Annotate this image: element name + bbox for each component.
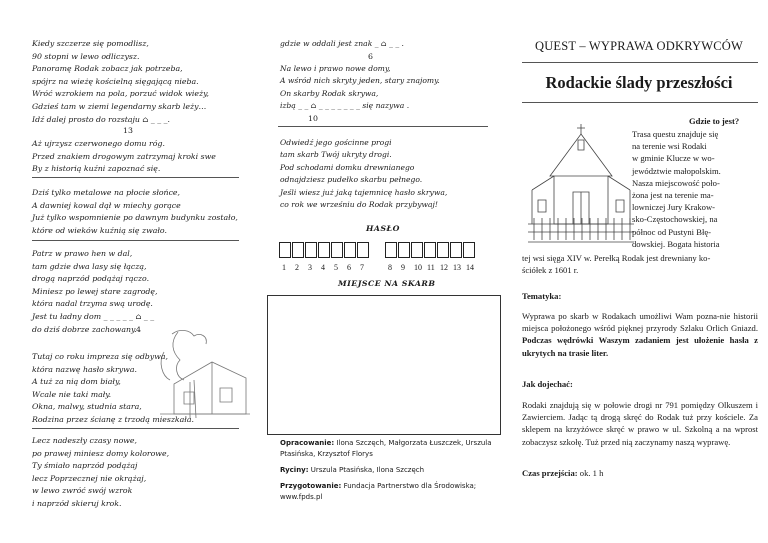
letter-number-13: 13 [123, 126, 133, 135]
riddle-line: tam skarb Twój ukryty drogi. [280, 150, 392, 160]
credits-authors-text: Ilona Szczęch, Małgorzata Łuszczek, Urszula Ptasińska, Krzysztof Florys [280, 439, 492, 458]
credits-illustrations [280, 465, 505, 476]
riddle-line: By z historią kuźni zapoznać się. [32, 164, 161, 174]
credits-preparation-text: Fundacja Partnerstwo dla Środowiska; www.fpds.pl [280, 482, 477, 501]
credits-authors-label: Opracowanie: [280, 439, 335, 447]
password-letter-box[interactable] [292, 242, 304, 258]
riddle-line: Wcale nie taki mały. [32, 389, 112, 399]
riddle-line: Lecz nadeszły czasy nowe, [32, 436, 138, 445]
password-letter-box[interactable] [437, 242, 449, 258]
divider [522, 102, 758, 103]
riddle-stanza-5 [32, 351, 194, 427]
riddle-stanza-8 [280, 137, 447, 211]
password-letter-number: 10 [414, 263, 422, 272]
riddle-line: Przed znakiem drogowym zatrzymaj kroki swe [32, 151, 216, 161]
riddle-line: do dziś dobrze zachowany. [32, 324, 137, 334]
where-line: Nasza miejscowość poło- [632, 177, 720, 188]
riddle-stanza-2 [32, 138, 216, 176]
where-paragraph-narrow [632, 128, 758, 250]
riddle-stanza-1 [32, 38, 209, 126]
riddle-line: Jest tu ładny dom _ _ _ _ _ ⌂ _ _ [32, 311, 155, 321]
where-line: północ od Pustyni Błę- [632, 226, 712, 237]
riddle-line: Patrz w prawo hen w dal, [32, 249, 133, 258]
where-line: Trasa questu znajduje się [632, 129, 719, 139]
riddle-line: i naprzód skieruj krok. [32, 498, 122, 508]
riddle-line: co rok we wrześniu do Rodak przybywaj! [280, 200, 438, 210]
credits-preparation [280, 481, 510, 502]
topic-task-text: Podczas wędrówki Waszym zadaniem jest ułożenie hasła z ukrytych na trasie liter. [522, 335, 758, 358]
credits-authors [280, 438, 500, 459]
password-letter-number: 14 [466, 263, 474, 272]
riddle-line: Idź dalej prosto do rozstaju ⌂ _ _ _. [32, 114, 170, 124]
letter-number-10: 10 [308, 114, 318, 123]
password-letter-number: 2 [295, 263, 299, 272]
password-letter-number: 8 [388, 263, 392, 272]
where-line: w gminie Klucze w wo- [632, 153, 715, 164]
duration [522, 467, 758, 479]
divider [32, 177, 239, 178]
password-letter-box[interactable] [305, 242, 317, 258]
riddle-line: Dziś tylko metalowe na płocie słońce, [32, 188, 181, 197]
duration-label: Czas przejścia: [522, 468, 578, 478]
riddle-line: które od wieków kuźnią się zwało. [32, 225, 167, 235]
riddle-line: 90 stopni w lewo odliczysz. [32, 51, 140, 61]
password-letter-box[interactable] [463, 242, 475, 258]
topic-paragraph [522, 310, 758, 359]
riddle-line: drogą naprzód podążaj rączo. [32, 274, 150, 284]
riddle-line: Jeśli wiesz już jaką tajemnicę hasło skrywa, [280, 187, 448, 197]
where-line: dowskiej. Bogata historia [632, 238, 720, 249]
password-letter-box[interactable] [357, 242, 369, 258]
treasure-map-box[interactable] [267, 295, 501, 435]
credits-illustrations-text: Urszula Ptasińska, Ilona Szczęch [310, 466, 425, 474]
password-letter-number: 12 [440, 263, 448, 272]
password-letter-number: 6 [347, 263, 351, 272]
password-letter-number: 3 [308, 263, 312, 272]
duration-value: ok. 1 h [579, 468, 604, 478]
password-letter-box[interactable] [344, 242, 356, 258]
riddle-line: tam gdzie dwa lasy się łączą, [32, 261, 147, 271]
directions-heading: Jak dojechać: [522, 379, 573, 389]
topic-text: Wyprawa po skarb w Rodakach umożliwi Wam pozna-nie historii miejsca położonego wśród pięknej przyrody Szlaku Orlich Gniazd. [522, 311, 758, 334]
password-letter-number: 11 [427, 263, 435, 272]
where-line: żona jest na terenie ma- [632, 190, 714, 201]
riddle-line: Już tylko wspomnienie po dawnym budynku zostało, [32, 213, 238, 223]
riddle-line: izbą _ _ ⌂ _ _ _ _ _ _ _ się nazywa . [280, 101, 410, 111]
password-letter-number: 7 [360, 263, 364, 272]
riddle-line: On skarby Rodak skrywa, [280, 88, 379, 98]
password-letter-box[interactable] [424, 242, 436, 258]
riddle-line: w lewo zwróć swój wzrok [32, 486, 133, 496]
password-letter-number: 1 [282, 263, 286, 272]
where-line: ściółek z 1601 r. [522, 265, 579, 276]
riddle-line: Tutaj co roku impreza się odbywa, [32, 352, 169, 361]
topic-heading: Tematyka: [522, 291, 562, 301]
riddle-line: Miniesz po lewej stare zagrodę, [32, 286, 158, 296]
directions-paragraph: Rodaki znajdują się w połowie drogi nr 791 pomiędzy Olkuszem i Zawierciem. Jadąc tą drogą skręć do Rodak tuż przy kościele. Za sklepem na krzyżówce skręć w prawo w ul. Szkolną a na wprost zobaczysz szkołę. Tuż przed nią zaczynamy naszą wyprawę. [522, 400, 758, 447]
credits-preparation-label: Przygotowanie: [280, 482, 342, 490]
password-letter-number: 4 [321, 263, 325, 272]
riddle-line: Na lewo i prawo nowe domy, [280, 64, 391, 73]
password-letter-number: 9 [401, 263, 405, 272]
password-letter-box[interactable] [331, 242, 343, 258]
where-line: na terenie wsi Rodaki [632, 141, 707, 152]
password-letter-box[interactable] [385, 242, 397, 258]
where-line: sko-Częstochowskiej, na [632, 214, 718, 225]
riddle-stanza-6-cont-line [280, 38, 404, 50]
where-paragraph-wide [522, 252, 758, 276]
riddle-line: Kiedy szczerze się pomodlisz, [32, 39, 149, 48]
letter-number-4: 4 [136, 325, 141, 334]
riddle-line: Okna, malwy, studnia stara, [32, 402, 142, 412]
password-heading: HASŁO [366, 224, 400, 233]
password-letter-number: 13 [453, 263, 461, 272]
riddle-line: po prawej miniesz domy kolorowe, [32, 448, 170, 458]
letter-number-6: 6 [368, 52, 373, 61]
riddle-stanza-6 [32, 435, 169, 511]
riddle-line: A wśród nich skryty jeden, stary znajomy. [280, 76, 440, 86]
divider [32, 428, 239, 429]
password-letter-numbers [279, 263, 509, 273]
divider [278, 126, 488, 127]
riddle-line: A tuż za nią dom biały, [32, 377, 121, 387]
map-area-heading: MIEJSCE NA SKARB [338, 279, 436, 288]
riddle-stanza-7 [280, 63, 440, 113]
where-line: tej wsi sięga XIV w. Perełką Rodak jest drewniany ko- [522, 253, 711, 263]
password-gap [370, 242, 384, 258]
divider [522, 62, 758, 63]
riddle-stanza-4 [32, 248, 158, 336]
password-letter-box[interactable] [279, 242, 291, 258]
where-line: jewództwie małopolskim. [632, 165, 721, 176]
riddle-line: odnajdziesz pudełko skarbu pełnego. [280, 175, 423, 185]
main-title: Rodackie ślady przeszłości [545, 73, 733, 92]
riddle-line: Aż ujrzysz czerwonego domu róg. [32, 139, 165, 148]
church-sketch-illustration [526, 120, 636, 252]
riddle-line: Ty śmiało naprzód podążaj [32, 461, 138, 471]
riddle-line: Panoramę Rodak zobacz jak potrzeba, [32, 64, 183, 74]
middle-column [262, 0, 507, 543]
riddle-line: Wróć wzrokiem na pola, porzuć widok wieży, [32, 89, 209, 99]
riddle-line: Odwiedź jego gościnne progi [280, 138, 392, 147]
divider [32, 240, 239, 241]
riddle-line: Pod schodami domku drewnianego [280, 162, 415, 172]
password-letter-box[interactable] [411, 242, 423, 258]
credits-illustrations-label: Ryciny: [280, 466, 309, 474]
password-letter-box[interactable] [318, 242, 330, 258]
riddle-line: która nazwę hasło skrywa. [32, 364, 137, 374]
riddle-stanza-3 [32, 187, 238, 237]
riddle-line: Gdzieś tam w ziemi legendarny skarb leży… [32, 101, 207, 111]
password-letter-number: 5 [334, 263, 338, 272]
quest-title: QUEST – WYPRAWA ODKRYWCÓW [534, 39, 744, 53]
where-heading: Gdzie to jest? [689, 116, 740, 126]
riddle-line: A dawniej kowal dął w miechy gorące [32, 200, 181, 210]
riddle-line: lecz Poprzecznej nie okrążaj, [32, 473, 147, 483]
riddle-line: gdzie w oddali jest znak _ ⌂ _ _ . [280, 39, 404, 48]
right-column [510, 0, 768, 543]
password-letter-box[interactable] [398, 242, 410, 258]
password-letter-box[interactable] [450, 242, 462, 258]
where-line: lowniczej Jury Krakow- [632, 202, 716, 213]
riddle-line: Rodzina przez ścianę z trzodą mieszkała. [32, 414, 194, 424]
password-boxes[interactable] [279, 242, 476, 258]
riddle-line: spójrz na wieżę kościelną sięgającą nieba. [32, 76, 199, 86]
left-column [0, 0, 255, 543]
riddle-line: która nadal trzyma swą urodę. [32, 299, 153, 309]
